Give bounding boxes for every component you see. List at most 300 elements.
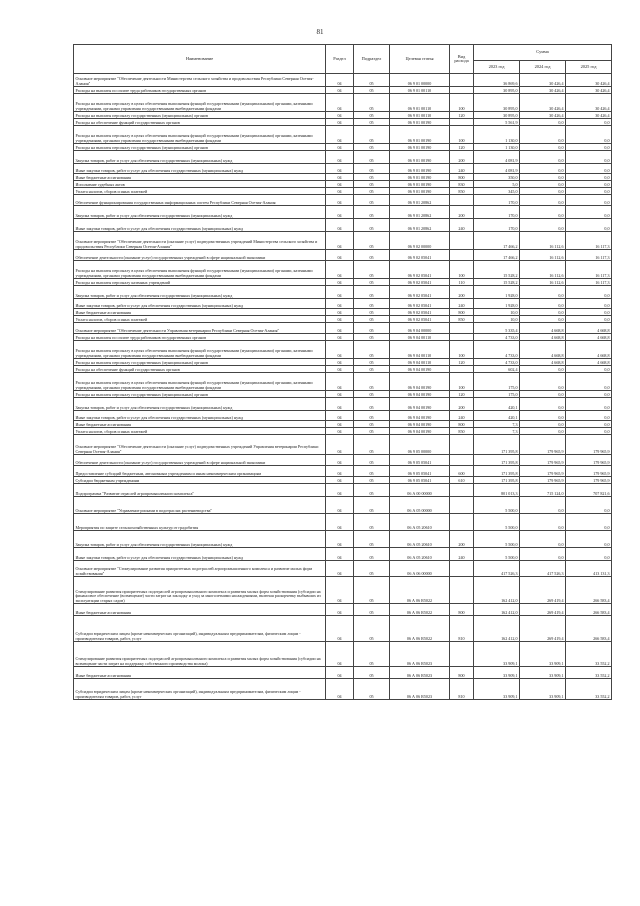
row-razdel: 04	[326, 126, 354, 144]
row-tselevaya-statya: 06 9 01 00190	[390, 126, 450, 144]
row-sum-2025: 16 117,3	[566, 250, 612, 261]
row-podrazdel: 05	[354, 164, 390, 174]
row-sum-2023: 5 500,0	[474, 514, 520, 531]
row-sum-2024: 0,0	[520, 174, 566, 181]
row-vid-raskhoda: 200	[450, 206, 474, 219]
row-sum-2025: 16 117,3	[566, 261, 612, 279]
row-name: Подпрограмма "Развитие отраслей агропромышленного комплекса"	[74, 484, 326, 497]
table-row	[74, 561, 612, 577]
row-name: Стимулирование развития приоритетных подотраслей агропромышленного комплекса и развития малых форм хозяйствования (субсидии на возмещение части затрат на поддержку собственного производства молока)	[74, 642, 326, 667]
row-sum-2023: 170,0	[474, 219, 520, 232]
row-podrazdel: 05	[354, 181, 390, 188]
table-row	[74, 232, 612, 250]
row-sum-2024: 0,0	[520, 144, 566, 151]
row-name: Расходы на выплаты персоналу в целях обеспечения выполнения функций государственными (муниципальными) органами, казенными учреждениями, органами управления государственными внебюджетными фондами	[74, 261, 326, 279]
row-podrazdel: 05	[354, 391, 390, 398]
row-podrazdel: 05	[354, 484, 390, 497]
row-name: Уплата налогов, сборов и иных платежей	[74, 188, 326, 195]
row-vid-raskhoda	[450, 74, 474, 87]
row-podrazdel: 05	[354, 219, 390, 232]
row-tselevaya-statya: 06 А 05 20610	[390, 514, 450, 531]
row-podrazdel: 05	[354, 428, 390, 435]
row-tselevaya-statya: 06 9 02 00000	[390, 232, 450, 250]
row-razdel: 04	[326, 219, 354, 232]
row-tselevaya-statya: 06 9 01 20862	[390, 219, 450, 232]
table-row	[74, 411, 612, 421]
row-sum-2023: 170,0	[474, 195, 520, 206]
row-sum-2024: 30 426,4	[520, 74, 566, 87]
row-tselevaya-statya: 06 9 01 00190	[390, 164, 450, 174]
row-podrazdel: 05	[354, 250, 390, 261]
row-sum-2023: 171 395,8	[474, 435, 520, 455]
row-sum-2023: 171 395,8	[474, 455, 520, 466]
table-row	[74, 577, 612, 604]
row-vid-raskhoda	[450, 87, 474, 94]
row-sum-2025: 0,0	[566, 286, 612, 299]
table-row	[74, 477, 612, 484]
row-sum-2025: 30 426,4	[566, 94, 612, 112]
row-sum-2023: 7,3	[474, 421, 520, 428]
row-razdel: 04	[326, 309, 354, 316]
row-sum-2025: 0,0	[566, 428, 612, 435]
header-year-2023: 2023 год	[474, 61, 520, 74]
row-name: Закупка товаров, работ и услуг для обеспечения государственных (муниципальных) нужд	[74, 206, 326, 219]
row-tselevaya-statya: 06 9 02 05041	[390, 261, 450, 279]
header-year-2025: 2025 год	[566, 61, 612, 74]
row-razdel: 04	[326, 561, 354, 577]
row-sum-2025: 30 426,4	[566, 87, 612, 94]
row-sum-2023: 171 395,8	[474, 466, 520, 477]
table-row	[74, 261, 612, 279]
row-razdel: 04	[326, 548, 354, 561]
row-sum-2024: 179 965,9	[520, 435, 566, 455]
row-sum-2024: 16 112,6	[520, 261, 566, 279]
row-podrazdel: 05	[354, 74, 390, 87]
table-row	[74, 667, 612, 679]
row-tselevaya-statya: 06 9 02 05041	[390, 286, 450, 299]
row-tselevaya-statya: 06 9 04 00110	[390, 334, 450, 341]
row-sum-2023: 5,0	[474, 181, 520, 188]
row-tselevaya-statya: 06 9 02 05041	[390, 250, 450, 261]
row-vid-raskhoda: 810	[450, 679, 474, 700]
header-year-2024: 2024 год	[520, 61, 566, 74]
row-tselevaya-statya: 06 9 04 00190	[390, 366, 450, 373]
row-tselevaya-statya: 06 9 02 05041	[390, 316, 450, 323]
row-sum-2025: 0,0	[566, 195, 612, 206]
row-vid-raskhoda: 800	[450, 667, 474, 679]
row-tselevaya-statya: 06 9 04 00190	[390, 421, 450, 428]
row-sum-2025: 0,0	[566, 373, 612, 391]
row-sum-2024: 30 426,4	[520, 112, 566, 119]
row-sum-2024: 0,0	[520, 181, 566, 188]
row-name: Расходы на выплаты персоналу в целях обеспечения выполнения функций государственными (муниципальными) органами, казенными учреждениями, органами управления государственными внебюджетными фондами	[74, 94, 326, 112]
row-tselevaya-statya: 06 А 00 00000	[390, 484, 450, 497]
row-vid-raskhoda: 120	[450, 391, 474, 398]
row-sum-2025: 4 668,8	[566, 334, 612, 341]
row-razdel: 04	[326, 366, 354, 373]
row-tselevaya-statya: 06 9 02 05041	[390, 279, 450, 286]
header-tselevaya-statya: Целевая статья	[390, 45, 450, 74]
row-sum-2023: 175,0	[474, 391, 520, 398]
row-vid-raskhoda: 800	[450, 421, 474, 428]
row-tselevaya-statya: 06 9 01 20862	[390, 195, 450, 206]
row-sum-2025: 4 668,8	[566, 341, 612, 359]
row-sum-2023: 4 733,0	[474, 341, 520, 359]
row-razdel: 04	[326, 477, 354, 484]
row-vid-raskhoda: 240	[450, 219, 474, 232]
row-razdel: 04	[326, 181, 354, 188]
row-vid-raskhoda: 240	[450, 411, 474, 421]
row-sum-2025: 0,0	[566, 181, 612, 188]
row-sum-2023: 350,0	[474, 174, 520, 181]
row-podrazdel: 05	[354, 561, 390, 577]
row-podrazdel: 05	[354, 112, 390, 119]
table-row	[74, 334, 612, 341]
row-sum-2025: 179 965,9	[566, 466, 612, 477]
table-row	[74, 219, 612, 232]
row-vid-raskhoda	[450, 642, 474, 667]
table-row	[74, 531, 612, 548]
row-sum-2025: 0,0	[566, 188, 612, 195]
row-podrazdel: 05	[354, 366, 390, 373]
row-podrazdel: 05	[354, 477, 390, 484]
row-vid-raskhoda	[450, 484, 474, 497]
row-sum-2023: 15 528,2	[474, 279, 520, 286]
row-name: Иные бюджетные ассигнования	[74, 309, 326, 316]
row-sum-2024: 0,0	[520, 195, 566, 206]
table-row	[74, 428, 612, 435]
row-vid-raskhoda: 850	[450, 428, 474, 435]
row-tselevaya-statya: 06 А 06 R5022	[390, 577, 450, 604]
row-sum-2023: 417 526,3	[474, 561, 520, 577]
row-sum-2023: 30 895,0	[474, 94, 520, 112]
row-vid-raskhoda: 800	[450, 604, 474, 616]
row-tselevaya-statya: 06 9 01 00190	[390, 181, 450, 188]
row-vid-raskhoda: 100	[450, 341, 474, 359]
row-vid-raskhoda: 200	[450, 398, 474, 411]
table-row	[74, 119, 612, 126]
table-row	[74, 466, 612, 477]
header-name: Наименование	[74, 45, 326, 74]
row-sum-2024: 179 965,9	[520, 455, 566, 466]
row-sum-2024: 0,0	[520, 548, 566, 561]
row-tselevaya-statya: 06 9 01 00190	[390, 188, 450, 195]
budget-table	[73, 44, 612, 700]
row-podrazdel: 05	[354, 548, 390, 561]
row-sum-2025: 0,0	[566, 126, 612, 144]
row-vid-raskhoda	[450, 323, 474, 334]
row-tselevaya-statya: 06 9 01 00110	[390, 87, 450, 94]
row-sum-2024: 0,0	[520, 126, 566, 144]
row-podrazdel: 05	[354, 679, 390, 700]
row-sum-2025: 0,0	[566, 391, 612, 398]
row-tselevaya-statya: 06 А 06 R5023	[390, 667, 450, 679]
row-sum-2025: 0,0	[566, 174, 612, 181]
row-podrazdel: 05	[354, 642, 390, 667]
row-sum-2023: 162 412,0	[474, 577, 520, 604]
row-sum-2025: 33 552,2	[566, 642, 612, 667]
row-podrazdel: 05	[354, 604, 390, 616]
row-razdel: 04	[326, 261, 354, 279]
row-podrazdel: 05	[354, 323, 390, 334]
row-podrazdel: 05	[354, 94, 390, 112]
row-tselevaya-statya: 06 9 01 00190	[390, 151, 450, 164]
row-razdel: 04	[326, 341, 354, 359]
row-podrazdel: 05	[354, 195, 390, 206]
row-sum-2025: 0,0	[566, 421, 612, 428]
row-sum-2023: 175,0	[474, 373, 520, 391]
row-name: Закупка товаров, работ и услуг для обеспечения государственных (муниципальных) нужд	[74, 286, 326, 299]
row-tselevaya-statya: 06 А 06 R5023	[390, 679, 450, 700]
row-sum-2025: 0,0	[566, 497, 612, 514]
row-sum-2024: 30 426,4	[520, 87, 566, 94]
row-sum-2025: 16 117,3	[566, 232, 612, 250]
row-sum-2025: 16 117,3	[566, 279, 612, 286]
row-sum-2023: 1 130,0	[474, 126, 520, 144]
row-razdel: 04	[326, 74, 354, 87]
row-sum-2025: 707 821,6	[566, 484, 612, 497]
row-sum-2024: 0,0	[520, 119, 566, 126]
row-sum-2025: 33 552,2	[566, 679, 612, 700]
row-podrazdel: 05	[354, 373, 390, 391]
row-tselevaya-statya: 06 9 01 00000	[390, 74, 450, 87]
table-row	[74, 642, 612, 667]
row-name: Иные закупки товаров, работ и услуг для обеспечения государственных (муниципальных) нужд	[74, 164, 326, 174]
row-razdel: 04	[326, 435, 354, 455]
row-sum-2025: 0,0	[566, 164, 612, 174]
row-sum-2024: 0,0	[520, 316, 566, 323]
row-tselevaya-statya: 06 9 01 00190	[390, 144, 450, 151]
row-sum-2023: 4 081,9	[474, 164, 520, 174]
row-tselevaya-statya: 06 9 02 05041	[390, 299, 450, 309]
row-sum-2024: 715 124,0	[520, 484, 566, 497]
row-vid-raskhoda: 100	[450, 126, 474, 144]
row-name: Субсидии юридическим лицам (кроме некоммерческих организаций), индивидуальным предпринимателям, физическим лицам - производителям товаров, работ, услуг	[74, 679, 326, 700]
row-sum-2024: 16 112,6	[520, 279, 566, 286]
row-razdel: 04	[326, 112, 354, 119]
row-vid-raskhoda: 240	[450, 548, 474, 561]
row-vid-raskhoda: 100	[450, 261, 474, 279]
row-podrazdel: 05	[354, 126, 390, 144]
row-razdel: 04	[326, 642, 354, 667]
row-sum-2023: 17 466,2	[474, 232, 520, 250]
row-sum-2024: 33 909,1	[520, 642, 566, 667]
table-row	[74, 679, 612, 700]
table-row	[74, 497, 612, 514]
table-header	[74, 45, 612, 74]
row-name: Расходы на выплаты по оплате труда работников государственных органов	[74, 334, 326, 341]
row-name: Обеспечение функционирования государственных информационных систем Республики Северная Осетия-Алания	[74, 195, 326, 206]
row-razdel: 04	[326, 421, 354, 428]
row-vid-raskhoda: 200	[450, 151, 474, 164]
table-row	[74, 94, 612, 112]
row-sum-2023: 170,0	[474, 206, 520, 219]
row-podrazdel: 05	[354, 334, 390, 341]
row-tselevaya-statya: 06 А 06 00000	[390, 561, 450, 577]
row-podrazdel: 05	[354, 398, 390, 411]
row-sum-2024: 0,0	[520, 309, 566, 316]
row-sum-2023: 5 561,9	[474, 119, 520, 126]
row-sum-2024: 0,0	[520, 206, 566, 219]
row-vid-raskhoda: 200	[450, 531, 474, 548]
row-sum-2025: 30 426,4	[566, 112, 612, 119]
row-podrazdel: 05	[354, 299, 390, 309]
row-name: Исполнение судебных актов	[74, 181, 326, 188]
table-row	[74, 279, 612, 286]
row-vid-raskhoda: 110	[450, 279, 474, 286]
row-razdel: 04	[326, 299, 354, 309]
row-name: Расходы на выплаты персоналу в целях обеспечения выполнения функций государственными (муниципальными) органами, казенными учреждениями, органами управления государственными внебюджетными фондами	[74, 341, 326, 359]
row-sum-2024: 0,0	[520, 421, 566, 428]
row-name: Расходы на выплаты персоналу государственных (муниципальных) органов	[74, 144, 326, 151]
row-name: Расходы на выплаты персоналу казенных учреждений	[74, 279, 326, 286]
row-sum-2024: 16 112,6	[520, 232, 566, 250]
row-name: Расходы на выплаты персоналу в целях обеспечения выполнения функций государственными (муниципальными) органами, казенными учреждениями, органами управления государственными внебюджетными фондами	[74, 126, 326, 144]
row-sum-2023: 4 733,0	[474, 334, 520, 341]
row-podrazdel: 05	[354, 466, 390, 477]
table-row	[74, 206, 612, 219]
row-name: Иные бюджетные ассигнования	[74, 604, 326, 616]
row-sum-2023: 345,0	[474, 188, 520, 195]
row-name: Основное мероприятие "Обеспечение деятельности (оказание услуг) подведомственных учреждений Министерства сельского хозяйства и продовольствия Республики Северная Осетия-Алания"	[74, 232, 326, 250]
row-razdel: 04	[326, 144, 354, 151]
row-vid-raskhoda: 120	[450, 112, 474, 119]
row-sum-2025: 0,0	[566, 206, 612, 219]
row-sum-2024: 33 909,1	[520, 667, 566, 679]
row-sum-2023: 30 895,0	[474, 87, 520, 94]
row-sum-2024: 0,0	[520, 398, 566, 411]
row-sum-2025: 0,0	[566, 119, 612, 126]
row-tselevaya-statya: 06 9 01 00190	[390, 174, 450, 181]
table-row	[74, 359, 612, 366]
row-sum-2025: 0,0	[566, 144, 612, 151]
row-razdel: 04	[326, 250, 354, 261]
row-razdel: 04	[326, 531, 354, 548]
row-sum-2023: 36 869,6	[474, 74, 520, 87]
row-podrazdel: 05	[354, 309, 390, 316]
row-podrazdel: 05	[354, 359, 390, 366]
row-sum-2024: 4 668,8	[520, 323, 566, 334]
table-row	[74, 398, 612, 411]
row-sum-2024: 0,0	[520, 428, 566, 435]
table-row	[74, 323, 612, 334]
header-podrazdel: Подраздел	[354, 45, 390, 74]
table-row	[74, 87, 612, 94]
row-sum-2025: 4 668,8	[566, 323, 612, 334]
table-row	[74, 144, 612, 151]
row-name: Субсидии бюджетным учреждениям	[74, 477, 326, 484]
row-name: Стимулирование развития приоритетных подотраслей агропромышленного комплекса и развития малых форм хозяйствования (субсидии на финансовое обеспечение (возмещение) части затрат на закладку и уход за многолетними насаждениями, включая раскорчевку выбывших из эксплуатации старых садов)	[74, 577, 326, 604]
row-tselevaya-statya: 06 9 05 00000	[390, 435, 450, 455]
table-row	[74, 435, 612, 455]
row-tselevaya-statya: 06 А 05 20610	[390, 531, 450, 548]
row-tselevaya-statya: 06 А 06 R5023	[390, 642, 450, 667]
row-sum-2023: 5 500,0	[474, 497, 520, 514]
row-vid-raskhoda	[450, 232, 474, 250]
row-podrazdel: 05	[354, 411, 390, 421]
row-sum-2024: 269 419,4	[520, 616, 566, 642]
row-vid-raskhoda: 240	[450, 299, 474, 309]
row-sum-2025: 30 426,4	[566, 74, 612, 87]
row-razdel: 04	[326, 484, 354, 497]
row-razdel: 04	[326, 428, 354, 435]
row-name: Расходы на обеспечение функций государственных органов	[74, 366, 326, 373]
row-sum-2025: 0,0	[566, 219, 612, 232]
table-row	[74, 309, 612, 316]
row-razdel: 04	[326, 411, 354, 421]
row-name: Обеспечение деятельности (оказание услуг) государственных учреждений в сфере национальной экономики	[74, 250, 326, 261]
row-name: Обеспечение деятельности (оказание услуг) государственных учреждений в сфере национальной экономики	[74, 455, 326, 466]
row-sum-2024: 179 965,9	[520, 466, 566, 477]
table-row	[74, 112, 612, 119]
row-razdel: 04	[326, 514, 354, 531]
row-sum-2024: 0,0	[520, 164, 566, 174]
row-vid-raskhoda: 200	[450, 286, 474, 299]
row-sum-2023: 801 013,3	[474, 484, 520, 497]
row-razdel: 04	[326, 279, 354, 286]
row-razdel: 04	[326, 373, 354, 391]
row-sum-2024: 0,0	[520, 299, 566, 309]
row-podrazdel: 05	[354, 151, 390, 164]
row-tselevaya-statya: 06 9 04 00190	[390, 411, 450, 421]
row-sum-2023: 33 909,1	[474, 642, 520, 667]
row-podrazdel: 05	[354, 261, 390, 279]
row-sum-2025: 4 668,8	[566, 359, 612, 366]
table-row	[74, 421, 612, 428]
row-sum-2023: 5 500,0	[474, 548, 520, 561]
row-sum-2024: 30 426,4	[520, 94, 566, 112]
row-sum-2023: 4 081,9	[474, 151, 520, 164]
row-sum-2025: 0,0	[566, 366, 612, 373]
row-name: Закупка товаров, работ и услуг для обеспечения государственных (муниципальных) нужд	[74, 398, 326, 411]
row-sum-2024: 0,0	[520, 391, 566, 398]
row-sum-2023: 162 412,0	[474, 616, 520, 642]
row-sum-2023: 420,1	[474, 398, 520, 411]
row-podrazdel: 05	[354, 435, 390, 455]
row-sum-2024: 417 526,3	[520, 561, 566, 577]
row-vid-raskhoda: 100	[450, 94, 474, 112]
row-podrazdel: 05	[354, 616, 390, 642]
row-sum-2025: 0,0	[566, 151, 612, 164]
table-row	[74, 195, 612, 206]
row-sum-2025: 33 552,2	[566, 667, 612, 679]
row-vid-raskhoda: 800	[450, 174, 474, 181]
row-sum-2024: 4 668,8	[520, 334, 566, 341]
row-sum-2023: 15 528,2	[474, 261, 520, 279]
row-vid-raskhoda: 600	[450, 466, 474, 477]
row-sum-2024: 0,0	[520, 411, 566, 421]
row-sum-2023: 1 130,0	[474, 144, 520, 151]
table-row	[74, 604, 612, 616]
row-tselevaya-statya: 06 9 04 00110	[390, 341, 450, 359]
row-sum-2025: 0,0	[566, 531, 612, 548]
row-podrazdel: 05	[354, 87, 390, 94]
row-podrazdel: 05	[354, 144, 390, 151]
table-row	[74, 484, 612, 497]
row-razdel: 04	[326, 455, 354, 466]
row-podrazdel: 05	[354, 188, 390, 195]
table-row	[74, 373, 612, 391]
row-tselevaya-statya: 06 9 05 05041	[390, 455, 450, 466]
row-sum-2023: 162 412,0	[474, 604, 520, 616]
row-vid-raskhoda	[450, 250, 474, 261]
row-sum-2023: 5 500,0	[474, 531, 520, 548]
table-body	[74, 74, 612, 700]
table-row	[74, 514, 612, 531]
row-tselevaya-statya: 06 А 06 R5022	[390, 604, 450, 616]
row-name: Основное мероприятие "Стимулирование развития приоритетных подотраслей агропромышленного комплекса и развитие малых форм хозяйствования"	[74, 561, 326, 577]
row-name: Расходы на выплаты персоналу государственных (муниципальных) органов	[74, 391, 326, 398]
